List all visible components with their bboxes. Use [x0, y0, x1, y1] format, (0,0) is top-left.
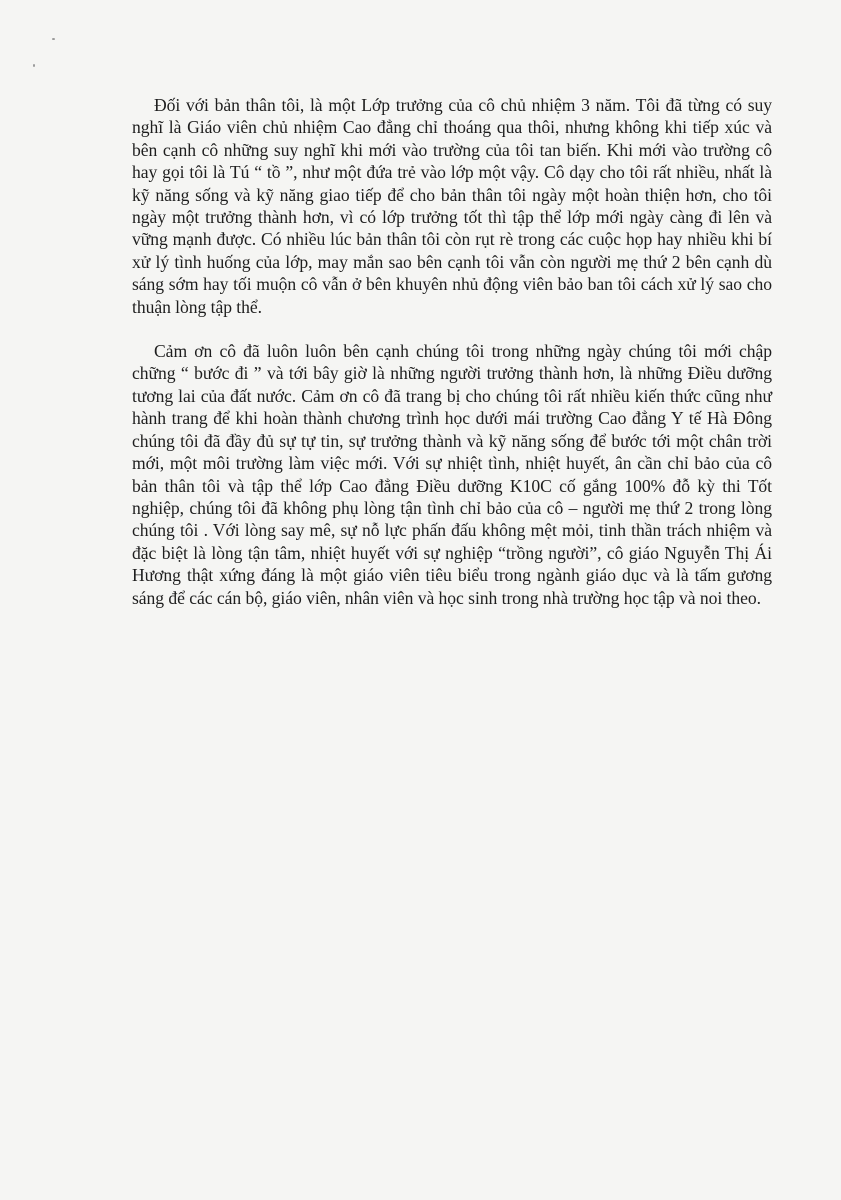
scan-speck	[52, 38, 55, 40]
paragraph-gratitude: Cảm ơn cô đã luôn luôn bên cạnh chúng tôi trong những ngày chúng tôi mới chập chững “ bước đi ” và tới bây giờ là những người trưởng thành hơn, là những Điều dưỡng tương lai của đất nước. Cảm ơn cô đã trang bị cho chúng tôi rất nhiều kiến thức cũng như hành trang để khi hoàn thành chương trình học dưới mái trường Cao đẳng Y tế Hà Đông chúng tôi đã đầy đủ sự tự tin, sự trưởng thành và kỹ năng sống để bước tới một chân trời mới, một môi trường làm việc mới. Với sự nhiệt tình, nhiệt huyết, ân cần chỉ bảo của cô bản thân tôi và tập thể lớp Cao đẳng Điều dưỡng K10C cố gắng 100% đỗ kỳ thi Tốt nghiệp, chúng tôi đã không phụ lòng tận tình chỉ bảo của cô – người mẹ thứ 2 trong lòng chúng tôi . Với lòng say mê, sự nỗ lực phấn đấu không mệt mỏi, tinh thần trách nhiệm và đặc biệt là lòng tận tâm, nhiệt huyết với sự nghiệp “trồng người”, cô giáo Nguyễn Thị Ái Hương thật xứng đáng là một giáo viên tiêu biểu trong ngành giáo dục và là tấm gương sáng để các cán bộ, giáo viên, nhân viên và học sinh trong nhà trường học tập và noi theo.	[132, 341, 772, 608]
scan-speck	[33, 64, 35, 67]
paragraph-personal-experience: Đối với bản thân tôi, là một Lớp trưởng của cô chủ nhiệm 3 năm. Tôi đã từng có suy nghĩ là Giáo viên chủ nhiệm Cao đẳng chỉ thoáng qua thôi, nhưng không khi tiếp xúc và bên cạnh cô những suy nghĩ khi mới vào trường của tôi tan biến. Khi mới vào trường cô hay gọi tôi là Tú “ tồ ”, như một đứa trẻ vào lớp một vậy. Cô dạy cho tôi rất nhiều, nhất là kỹ năng sống và kỹ năng giao tiếp để cho bản thân tôi ngày một hoàn thiện hơn, cho tôi ngày một trưởng thành hơn, vì có lớp trưởng tốt thì tập thể lớp mới ngày càng đi lên và vững mạnh được. Có nhiều lúc bản thân tôi còn rụt rè trong các cuộc họp hay nhiều khi bí xử lý tình huống của lớp, may mắn sao bên cạnh tôi vẫn còn người mẹ thứ 2 bên cạnh dù sáng sớm hay tối muộn cô vẫn ở bên khuyên nhủ động viên bảo ban tôi cách xử lý sao cho thuận lòng tập thể.	[132, 95, 772, 317]
letter-body	[132, 94, 772, 609]
